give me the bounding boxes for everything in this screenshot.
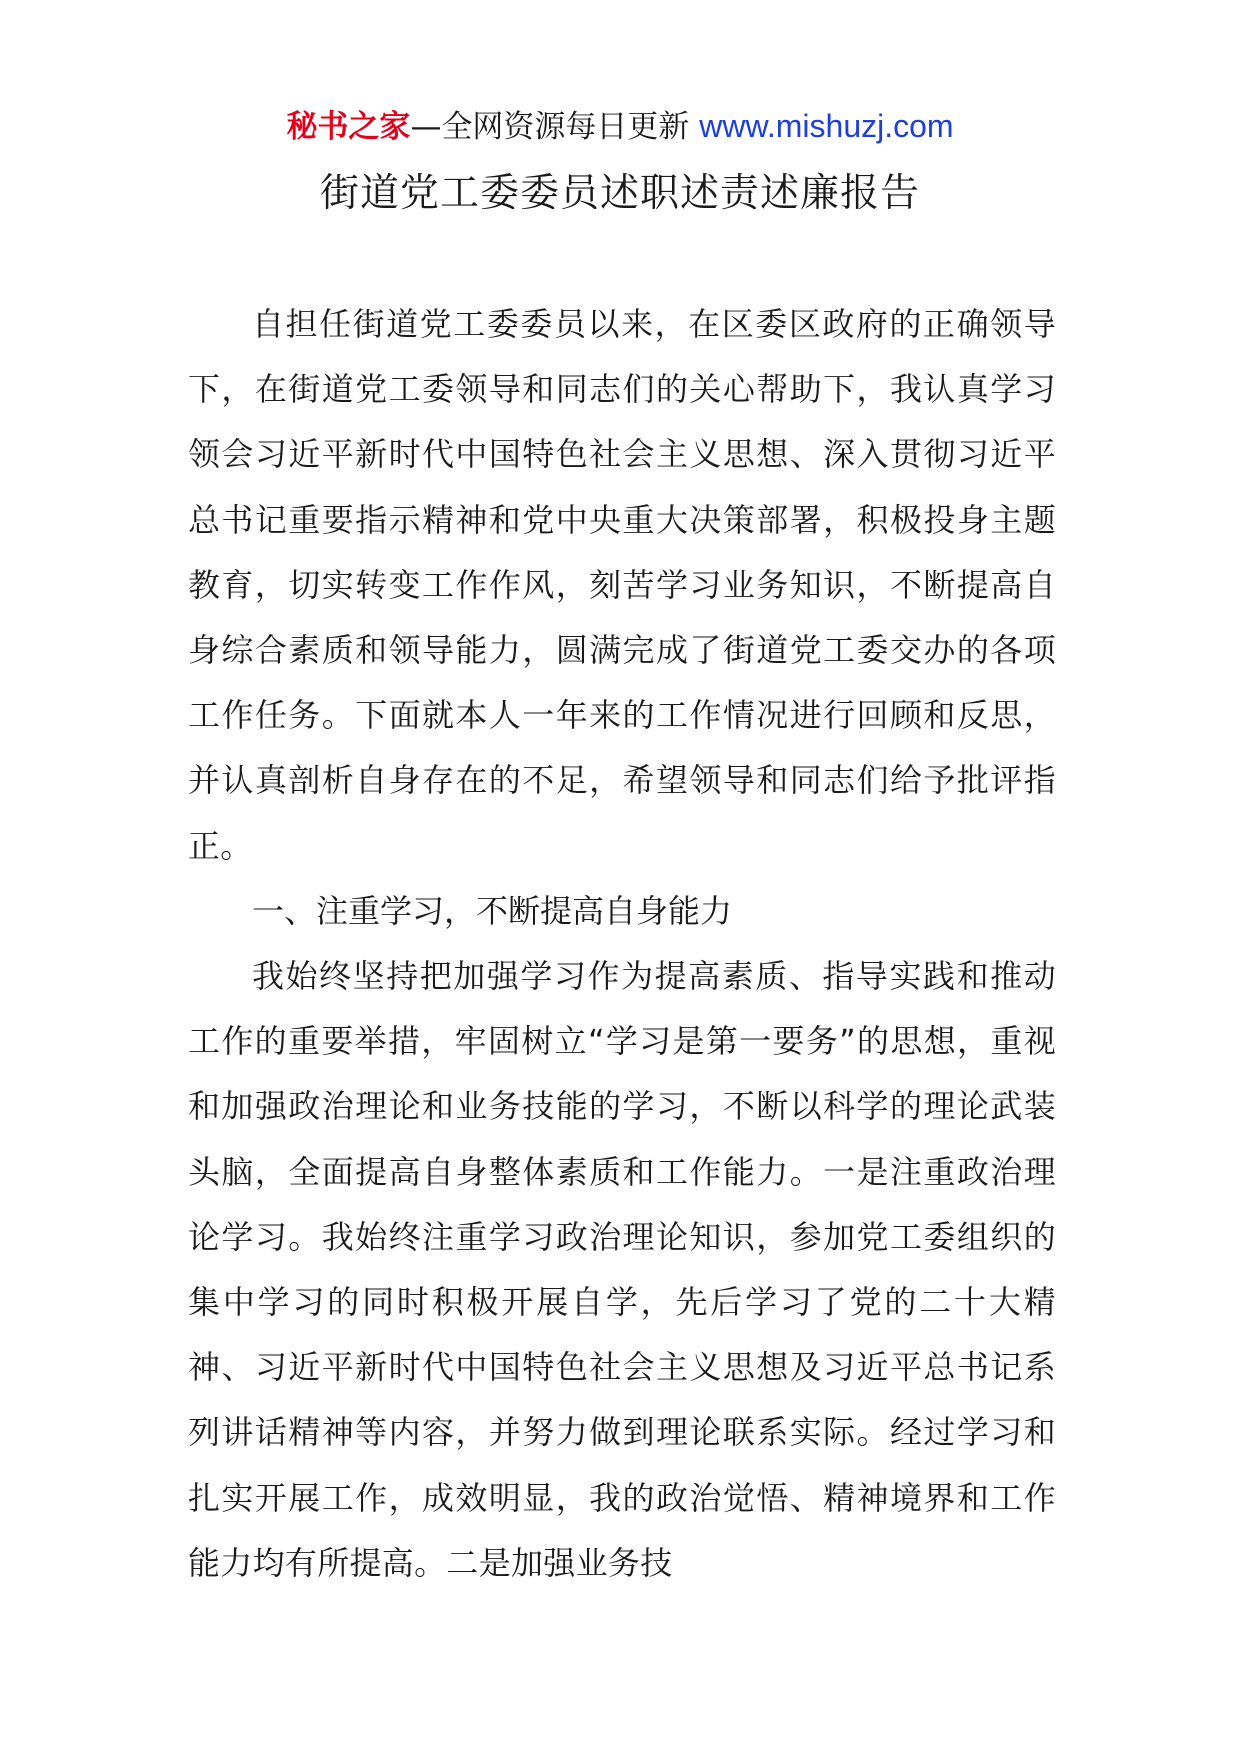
watermark-url-link[interactable]: www.mishuzj.com xyxy=(699,108,954,144)
watermark-brand: 秘书之家 xyxy=(286,109,411,145)
document-title: 街道党工委委员述职述责述廉报告 xyxy=(319,171,920,216)
intro-paragraph: 自担任街道党工委委员以来，在区委区政府的正确领导下，在街道党工委领导和同志们的关心帮助下，我认真学习领会习近平新时代中国特色社会主义思想、深入贯彻习近平总书记重要指示精神和党中央重大决策部署，积极投身主题教育，切实转变工作作风，刻苦学习业务知识，不断提高自身综合素质和领导能力，圆满完成了街道党工委交办的各项工作任务。下面就本人一年来的工作情况进行回顾和反思，并认真剖析自身存在的不足，希望领导和同志们给予批评指正。 xyxy=(188,305,1056,865)
section-heading-1: 一、注重学习，不断提高自身能力 xyxy=(252,891,733,930)
document-body xyxy=(188,292,1056,1596)
watermark-slogan: —全网资源每日更新 xyxy=(410,109,690,145)
section-1-paragraph: 我始终坚持把加强学习作为提高素质、指导实践和推动工作的重要举措，牢固树立“学习是第一要务”的思想，重视和加强政治理论和业务技能的学习，不断以科学的理论武装头脑，全面提高自身整体素质和工作能力。一是注重政治理论学习。我始终注重学习政治理论知识，参加党工委组织的集中学习的同时积极开展自学，先后学习了党的二十大精神、习近平新时代中国特色社会主义思想及习近平总书记系列讲话精神等内容，并努力做到理论联系实际。经过学习和扎实开展工作，成效明显，我的政治觉悟、精神境界和工作能力均有所提高。二是加强业务技 xyxy=(188,957,1056,1582)
site-watermark xyxy=(0,104,1240,149)
